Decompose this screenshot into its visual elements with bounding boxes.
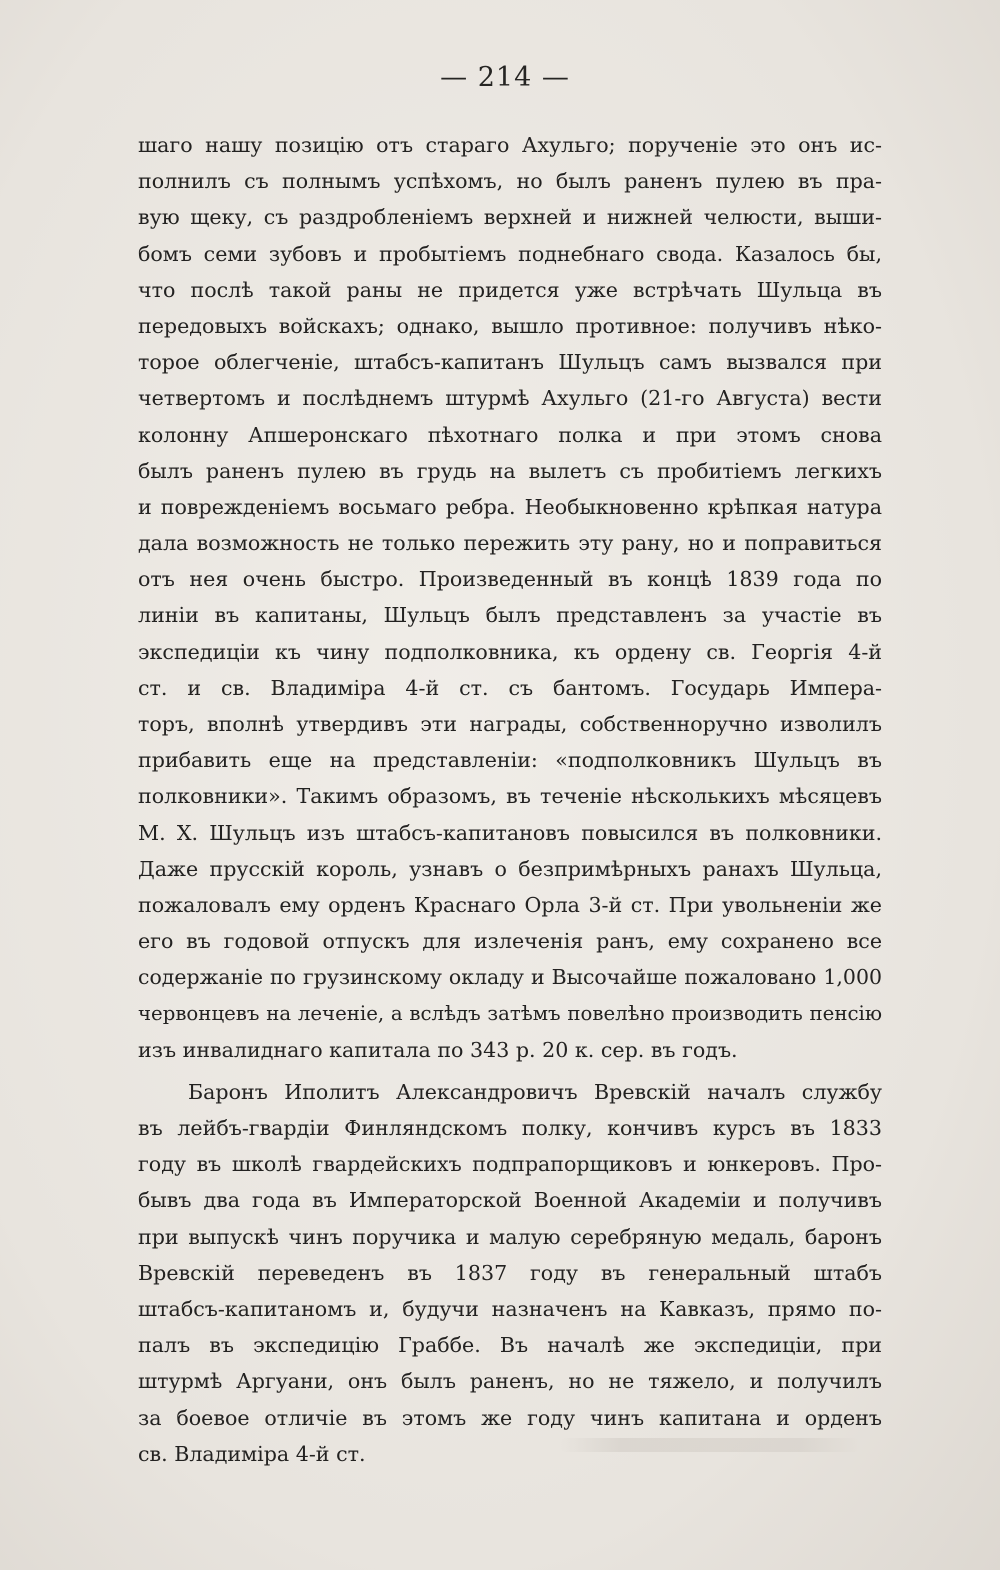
text-line: шаго нашу позицію отъ стараго Ахульго; порученіе это онъ ис- xyxy=(138,133,882,157)
ink-smudge xyxy=(560,1438,860,1452)
text-line: при выпускѣ чинъ поручика и малую серебряную медаль, баронъ xyxy=(138,1224,882,1249)
text-line: червонцевъ на леченіе, а вслѣдъ затѣмъ повелѣно производить пенсію xyxy=(138,1001,882,1025)
text-line: что послѣ такой раны не придется уже встрѣчать Шульца въ xyxy=(138,277,882,302)
text-line: и поврежденіемъ восьмаго ребра. Необыкновенно крѣпкая натура xyxy=(138,494,882,519)
text-line: бомъ семи зубовъ и пробытіемъ поднебнаго свода. Казалось бы, xyxy=(138,241,882,266)
text-line: его въ годовой отпускъ для излеченія ранъ, ему сохранено все xyxy=(138,929,882,954)
text-line: отъ нея очень быстро. Произведенный въ концѣ 1839 года по xyxy=(138,567,882,592)
text-line: линіи въ капитаны, Шульцъ былъ представленъ за участіе въ xyxy=(138,603,882,628)
text-line: былъ раненъ пулею въ грудь на вылетъ съ пробитіемъ легкихъ xyxy=(138,458,882,483)
text-line: св. Владиміра 4-й ст. xyxy=(138,1441,366,1466)
text-line: пожаловалъ ему орденъ Краснаго Орла 3-й ст. При увольненіи же xyxy=(138,892,882,917)
text-line: бывъ два года въ Императорской Военной Академіи и получивъ xyxy=(138,1188,882,1213)
text-line: палъ въ экспедицію Граббе. Въ началѣ же экспедиціи, при xyxy=(138,1333,882,1358)
text-line: Даже прусскій король, узнавъ о безпримѣрныхъ ранахъ Шульца, xyxy=(138,856,882,881)
text-line: изъ инвалиднаго капитала по 343 р. 20 к. сер. въ годъ. xyxy=(138,1037,738,1062)
text-line: ст. и св. Владиміра 4-й ст. съ бантомъ. Государь Импера- xyxy=(138,675,882,700)
text-line: вую щеку, съ раздробленіемъ верхней и нижней челюсти, выши- xyxy=(138,205,882,230)
text-line: М. Х. Шульцъ изъ штабсъ-капитановъ повысился въ полковники. xyxy=(138,820,882,845)
text-line: году въ школѣ гвардейскихъ подпрапорщиковъ и юнкеровъ. Про- xyxy=(138,1152,882,1177)
body-text xyxy=(138,127,882,1472)
text-line: передовыхъ войскахъ; однако, вышло противное: получивъ нѣко- xyxy=(138,313,882,338)
text-line: полковники». Такимъ образомъ, въ теченіе нѣсколькихъ мѣсяцевъ xyxy=(138,784,882,809)
text-line: торое облегченіе, штабсъ-капитанъ Шульцъ самъ вызвался при xyxy=(138,350,882,375)
text-line: штабсъ-капитаномъ и, будучи назначенъ на Кавказъ, прямо по- xyxy=(138,1297,882,1321)
text-line: четвертомъ и послѣднемъ штурмѣ Ахульго (21-го Августа) вести xyxy=(138,386,882,411)
paragraph xyxy=(138,1074,882,1472)
text-line: торъ, вполнѣ утвердивъ эти награды, собственноручно изволилъ xyxy=(138,712,882,736)
text-line: содержаніе по грузинскому окладу и Высочайше пожаловано 1,000 xyxy=(138,965,882,990)
text-line: въ лейбъ-гвардіи Финляндскомъ полку, кончивъ курсъ въ 1833 xyxy=(138,1116,882,1141)
page-number: — 214 — xyxy=(440,62,570,93)
text-line: дала возможность не только пережить эту рану, но и поправиться xyxy=(138,531,882,556)
text-line: экспедиціи къ чину подполковника, къ ордену св. Георгія 4-й xyxy=(138,639,882,664)
text-line: прибавить еще на представленіи: «подполковникъ Шульцъ въ xyxy=(138,748,882,773)
text-line: штурмѣ Аргуани, онъ былъ раненъ, но не тяжело, и получилъ xyxy=(138,1369,882,1394)
text-line: колонну Апшеронскаго пѣхотнаго полка и при этомъ снова xyxy=(138,422,882,447)
text-line: Вревскій переведенъ въ 1837 году въ генеральный штабъ xyxy=(138,1260,882,1285)
text-line: за боевое отличіе въ этомъ же году чинъ капитана и орденъ xyxy=(138,1405,882,1430)
text-line: полнилъ съ полнымъ успѣхомъ, но былъ раненъ пулею въ пра- xyxy=(138,169,882,194)
paragraph xyxy=(138,127,882,1068)
text-line: Баронъ Иполитъ Александровичъ Вревскій началъ службу xyxy=(188,1079,882,1104)
